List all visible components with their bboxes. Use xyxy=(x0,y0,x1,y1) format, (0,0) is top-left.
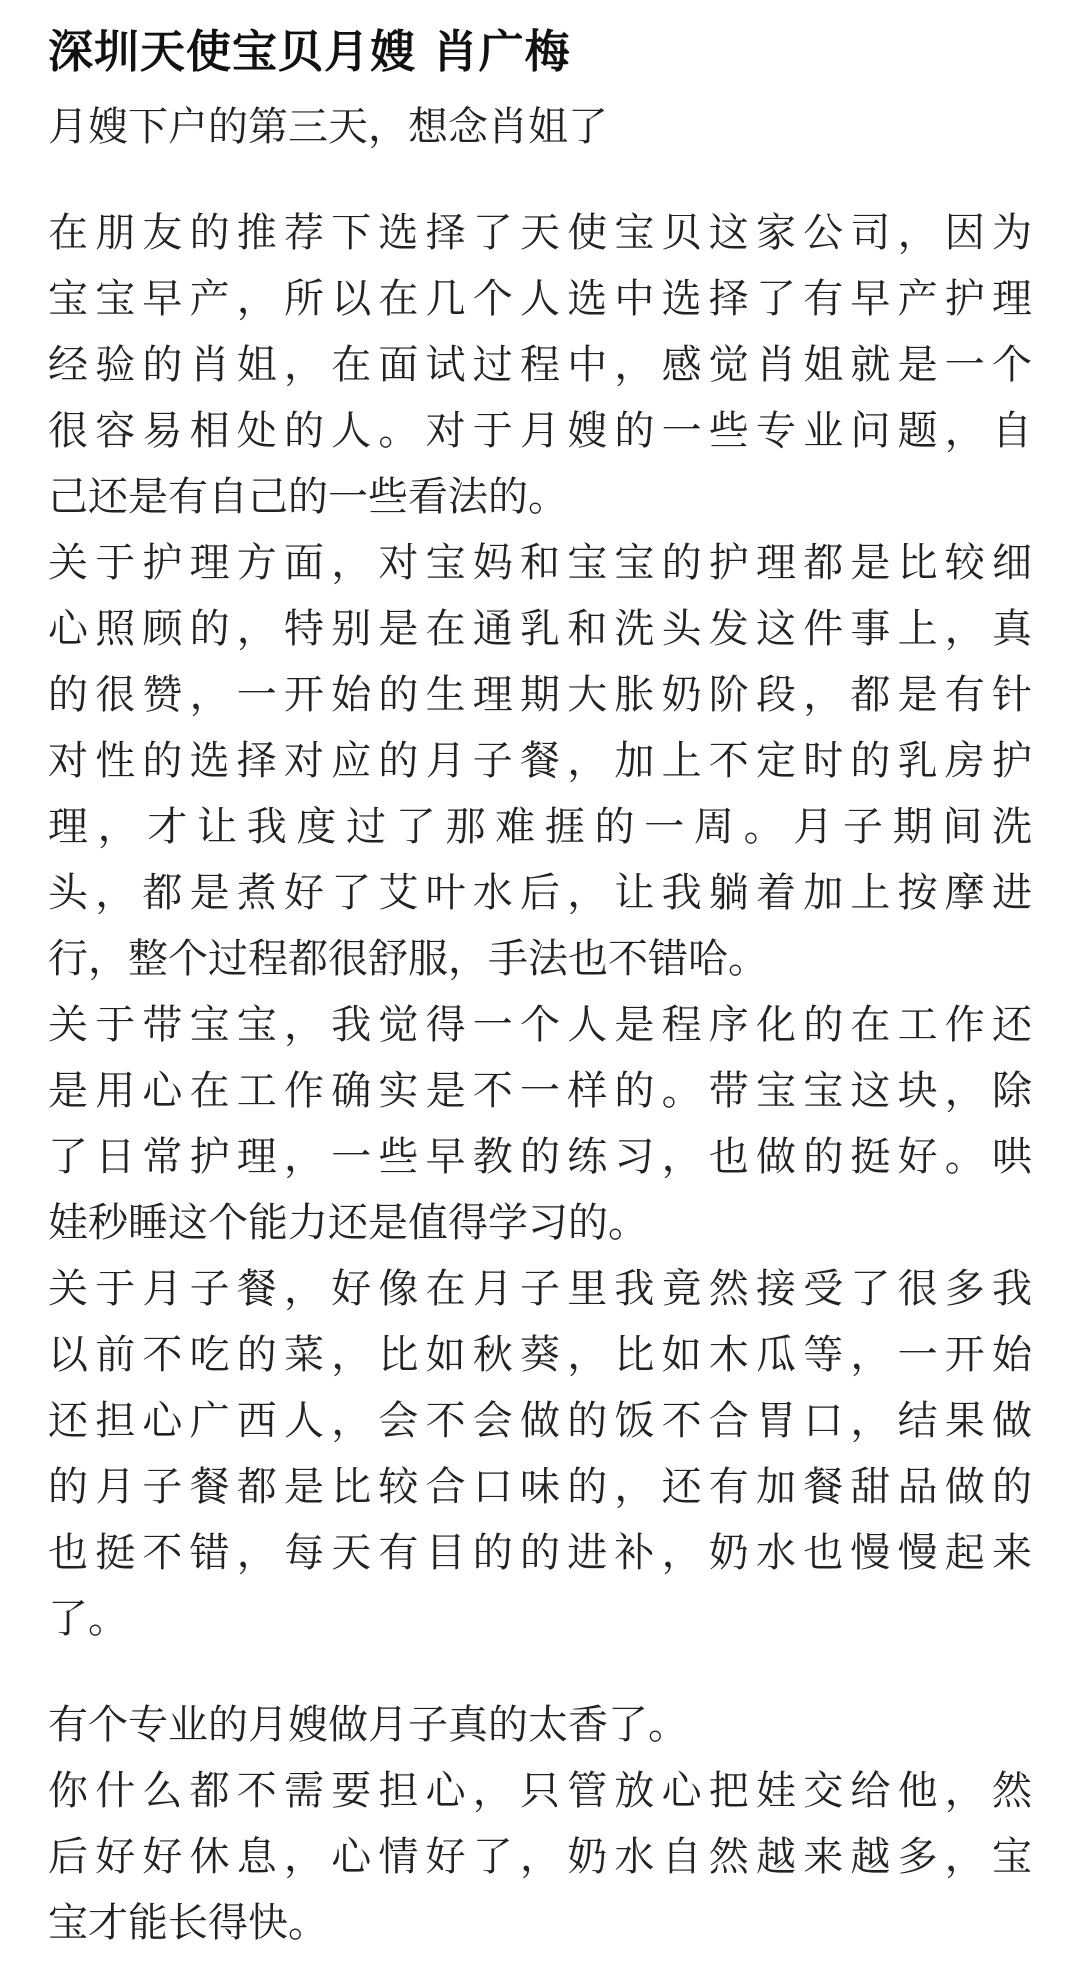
paragraph-gap xyxy=(48,1652,1032,1692)
text-line: 娃秒睡这个能力还是值得学习的。 xyxy=(48,1200,648,1246)
text-line: 也挺不错，每天有目的的进补，奶水也慢慢起来 xyxy=(48,1530,1032,1576)
paragraph-closing xyxy=(48,1758,1032,1956)
text-line: 后好好休息，心情好了，奶水自然越来越多，宝 xyxy=(48,1834,1032,1880)
text-line: 还担心广西人，会不会做的饭不合胃口，结果做 xyxy=(48,1398,1032,1444)
text-line: 经验的肖姐，在面试过程中，感觉肖姐就是一个 xyxy=(48,342,1032,388)
post-subtitle: 月嫂下户的第三天，想念肖姐了 xyxy=(48,104,608,150)
post-body xyxy=(48,200,1032,1956)
text-line: 关于月子餐，好像在月子里我竟然接受了很多我 xyxy=(48,1266,1032,1312)
text-line: 有个专业的月嫂做月子真的太香了。 xyxy=(48,1702,688,1748)
text-line: 在朋友的推荐下选择了天使宝贝这家公司，因为 xyxy=(48,210,1032,256)
text-line: 心照顾的，特别是在通乳和洗头发这件事上，真 xyxy=(48,606,1032,652)
text-line: 关于带宝宝，我觉得一个人是程序化的在工作还 xyxy=(48,1002,1032,1048)
text-line: 对性的选择对应的月子餐，加上不定时的乳房护 xyxy=(48,738,1032,784)
text-line: 的月子餐都是比较合口味的，还有加餐甜品做的 xyxy=(48,1464,1032,1510)
text-line: 了。 xyxy=(48,1596,128,1642)
text-line: 了日常护理，一些早教的练习，也做的挺好。哄 xyxy=(48,1134,1032,1180)
paragraph-summary xyxy=(48,1692,1032,1758)
text-line: 关于护理方面，对宝妈和宝宝的护理都是比较细 xyxy=(48,540,1032,586)
paragraph-intro xyxy=(48,200,1032,530)
text-line: 是用心在工作确实是不一样的。带宝宝这块，除 xyxy=(48,1068,1032,1114)
text-line: 很容易相处的人。对于月嫂的一些专业问题，自 xyxy=(48,408,1032,454)
text-line: 宝宝早产，所以在几个人选中选择了有早产护理 xyxy=(48,276,1032,322)
post-title: 深圳天使宝贝月嫂 肖广梅 xyxy=(48,25,571,78)
text-line: 你什么都不需要担心，只管放心把娃交给他，然 xyxy=(48,1768,1032,1814)
text-line: 理，才让我度过了那难捱的一周。月子期间洗 xyxy=(48,804,1032,850)
text-line: 以前不吃的菜，比如秋葵，比如木瓜等，一开始 xyxy=(48,1332,1032,1378)
text-line: 己还是有自己的一些看法的。 xyxy=(48,474,568,520)
text-line: 的很赞，一开始的生理期大胀奶阶段，都是有针 xyxy=(48,672,1032,718)
paragraph-baby xyxy=(48,992,1032,1256)
text-line: 头，都是煮好了艾叶水后，让我躺着加上按摩进 xyxy=(48,870,1032,916)
paragraph-meals xyxy=(48,1256,1032,1652)
text-line: 行，整个过程都很舒服，手法也不错哈。 xyxy=(48,936,768,982)
paragraph-care xyxy=(48,530,1032,992)
text-line: 宝才能长得快。 xyxy=(48,1900,328,1946)
